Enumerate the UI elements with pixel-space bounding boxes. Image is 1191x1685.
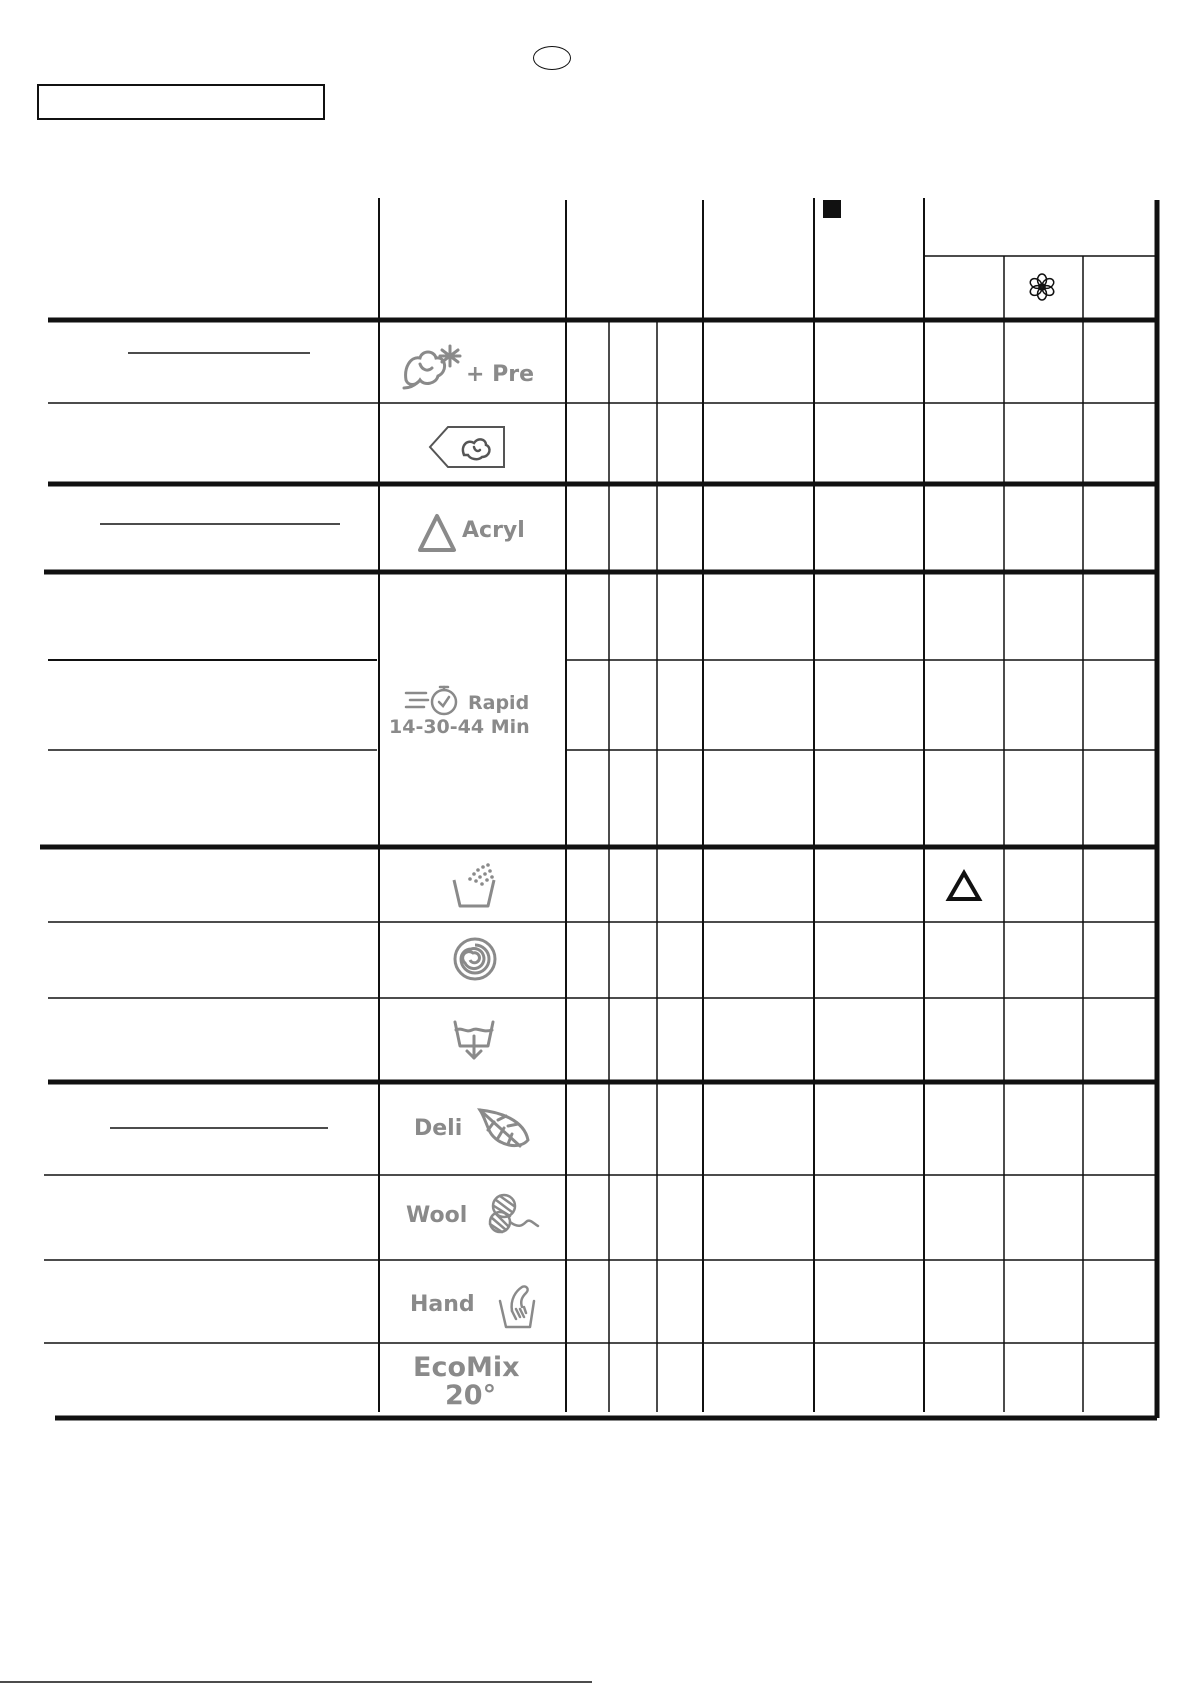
triangle-icon <box>946 870 982 902</box>
cotton-prewash-label: + Pre <box>466 362 534 387</box>
cotton-tag-icon <box>428 425 506 469</box>
flower-icon <box>1027 272 1057 302</box>
hand-wash-icon <box>498 1281 536 1329</box>
square-icon <box>823 200 841 218</box>
ecomix-temperature-label: 20° <box>445 1380 497 1411</box>
spin-spiral-icon <box>452 936 498 982</box>
hand-label: Hand <box>410 1292 475 1317</box>
feather-icon <box>476 1106 532 1152</box>
ecomix-label: EcoMix <box>413 1352 520 1383</box>
rapid-label: Rapid <box>468 692 530 714</box>
delicates-label: Deli <box>414 1116 463 1141</box>
synthetics-label: Acryl <box>462 518 525 543</box>
rinse-shower-icon <box>450 862 498 908</box>
wool-label: Wool <box>406 1203 468 1228</box>
stopwatch-icon <box>404 683 462 717</box>
wool-ball-icon <box>486 1192 540 1236</box>
drain-icon <box>452 1018 496 1062</box>
rapid-duration-label: 14-30-44 Min <box>389 716 530 738</box>
triangle-icon <box>416 512 458 554</box>
cotton-flower-icon <box>400 342 466 392</box>
